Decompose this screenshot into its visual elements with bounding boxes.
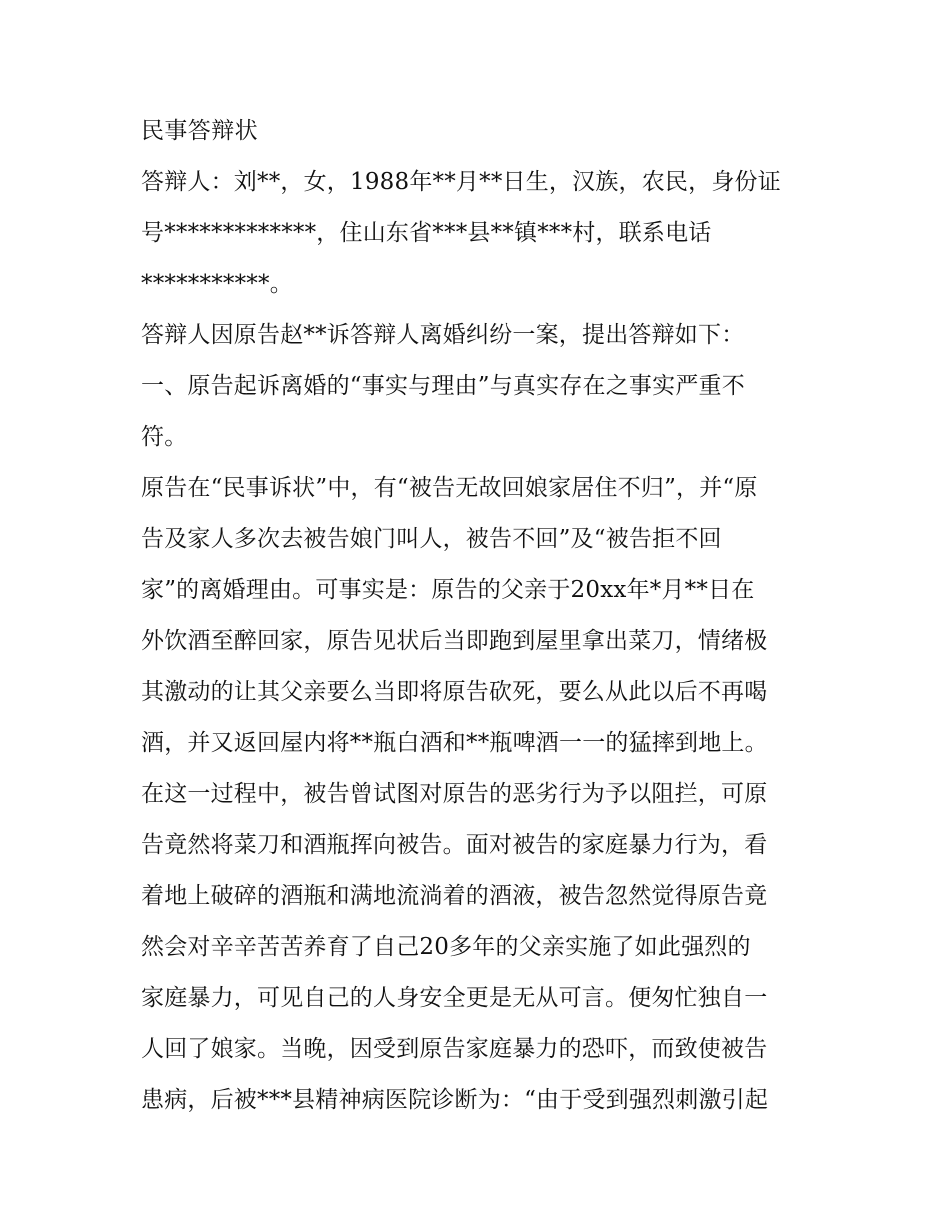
body-line: 人回了娘家。当晚，因受到原告家庭暴力的恐吓，而致使被告	[141, 1036, 768, 1062]
body-line: 原告在“民事诉状”中，有“被告无故回娘家居住不归”，并“原	[141, 475, 758, 501]
respondent-line: 号*************，住山东省***县**镇***村，联系电话	[141, 220, 712, 246]
body-line: 然会对辛辛苦苦养育了自己20多年的父亲实施了如此强烈的	[141, 934, 751, 960]
body-line: 患病，后被***县精神病医院诊断为：“由于受到强烈刺激引起	[141, 1087, 769, 1113]
point-one-heading: 符。	[141, 424, 188, 450]
body-line: 告竟然将菜刀和酒瓶挥向被告。面对被告的家庭暴力行为，看	[141, 832, 768, 858]
respondent-line: 答辩人：刘**，女，1988年**月**日生，汉族，农民，身份证	[141, 169, 781, 195]
intro-paragraph: 答辩人因原告赵**诉答辩人离婚纠纷一案，提出答辩如下：	[141, 322, 745, 348]
body-line: 酒，并又返回屋内将**瓶白酒和**瓶啤酒一一的猛摔到地上。	[141, 730, 768, 756]
body-line: 家”的离婚理由。可事实是：原告的父亲于20xx年*月**日在	[141, 577, 755, 603]
body-line: 其激动的让其父亲要么当即将原告砍死，要么从此以后不再喝	[141, 679, 768, 705]
body-line: 外饮酒至醉回家，原告见状后当即跑到屋里拿出菜刀，情绪极	[141, 628, 768, 654]
document-title: 民事答辩状	[141, 118, 258, 144]
body-line: 着地上破碎的酒瓶和满地流淌着的酒液，被告忽然觉得原告竟	[141, 883, 768, 909]
body-line: 家庭暴力，可见自己的人身安全更是无从可言。便匆忙独自一	[141, 985, 768, 1011]
body-line: 在这一过程中，被告曾试图对原告的恶劣行为予以阻拦，可原	[141, 781, 768, 807]
document-body	[141, 106, 821, 1126]
body-line: 告及家人多次去被告娘门叫人，被告不回”及“被告拒不回	[141, 526, 722, 552]
respondent-line: ***********。	[141, 271, 293, 297]
point-one-heading: 一、原告起诉离婚的“事实与理由”与真实存在之事实严重不	[141, 373, 745, 399]
